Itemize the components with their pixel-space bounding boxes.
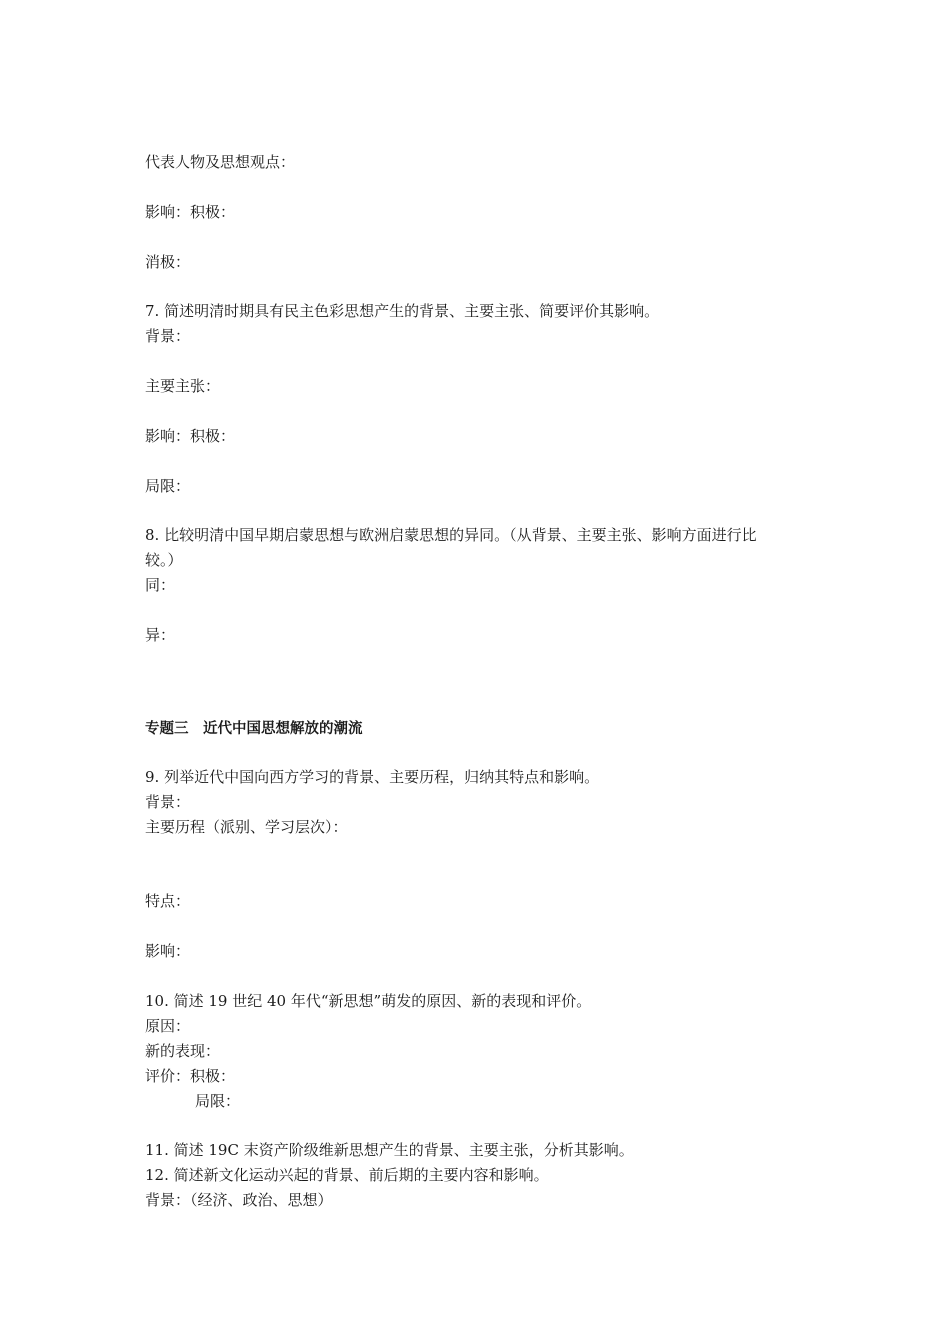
text-line: 影响： [145, 942, 191, 960]
question-7: 7. 简述明清时期具有民主色彩思想产生的背景、主要主张、简要评价其影响。 [145, 302, 660, 320]
text-line: 原因： [145, 1017, 191, 1035]
text-line: 影响：积极： [145, 203, 236, 221]
text-line: 局限： [145, 477, 191, 495]
question-8-continued: 较。） [145, 551, 183, 569]
question-10: 10. 简述 19 世纪 40 年代“新思想”萌发的原因、新的表现和评价。 [145, 992, 592, 1010]
text-line: 主要历程（派别、学习层次）： [145, 818, 348, 836]
text-line: 背景： [145, 327, 191, 345]
text-line: 背景： [145, 793, 191, 811]
question-11: 11. 简述 19C 末资产阶级维新思想产生的背景、主要主张，分析其影响。 [145, 1141, 634, 1159]
text-line: 特点： [145, 892, 191, 910]
section-heading: 专题三 近代中国思想解放的潮流 [145, 721, 363, 737]
text-line: 主要主张： [145, 377, 221, 395]
question-12: 12. 简述新文化运动兴起的背景、前后期的主要内容和影响。 [145, 1166, 549, 1184]
text-line: 背景：（经济、政治、思想） [145, 1191, 333, 1209]
text-line: 代表人物及思想观点： [145, 153, 296, 171]
question-8: 8. 比较明清中国早期启蒙思想与欧洲启蒙思想的异同。（从背景、主要主张、影响方面进行比 [145, 526, 757, 544]
text-line: 同： [145, 576, 176, 594]
text-line: 消极： [145, 253, 191, 271]
question-9: 9. 列举近代中国向西方学习的背景、主要历程，归纳其特点和影响。 [145, 768, 600, 786]
text-line: 局限： [195, 1092, 241, 1110]
text-line: 新的表现： [145, 1042, 221, 1060]
text-line: 评价：积极： [145, 1067, 236, 1085]
text-line: 影响：积极： [145, 427, 236, 445]
text-line: 异： [145, 626, 176, 644]
